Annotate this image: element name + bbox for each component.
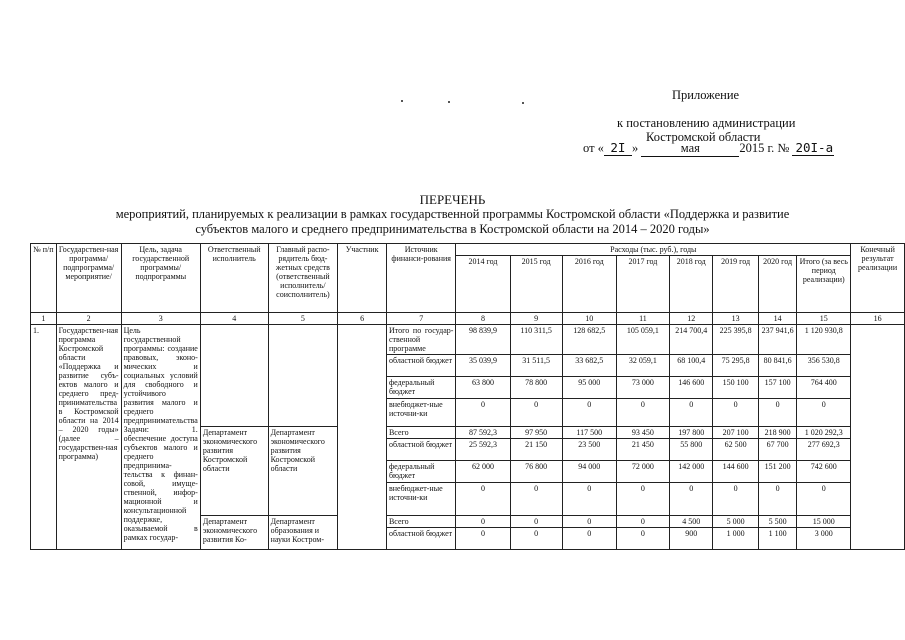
row-number: 1.	[31, 325, 57, 550]
funding-source: Итого по государ-ственной программе	[386, 325, 455, 355]
value-2015: 110 311,5	[510, 325, 562, 355]
value-2017: 0	[616, 399, 669, 427]
value-2015: 0	[510, 399, 562, 427]
decree-day: 2I	[604, 140, 632, 156]
funding-source: областной бюджет	[386, 439, 455, 461]
col-number: 15	[797, 313, 851, 325]
header-year-2016: 2016 год	[562, 256, 616, 313]
header-year-2019: 2019 год	[713, 256, 758, 313]
col-number: 8	[456, 313, 510, 325]
header-expenses: Расходы (тыс. руб.), годы	[456, 244, 851, 256]
value-2017: 0	[616, 483, 669, 516]
measures-table	[30, 243, 905, 550]
value-2020: 218 900	[758, 427, 797, 439]
decree-month: мая	[641, 141, 739, 157]
value-total: 0	[797, 399, 851, 427]
value-2014: 87 592,3	[456, 427, 510, 439]
value-2019: 0	[713, 399, 758, 427]
value-2014: 0	[456, 483, 510, 516]
value-2015: 97 950	[510, 427, 562, 439]
scan-dot	[522, 102, 524, 104]
header-year-2015: 2015 год	[510, 256, 562, 313]
value-2020: 5 500	[758, 516, 797, 528]
value-2016: 94 000	[562, 461, 616, 483]
header-budget-manager: Главный распо-рядитель бюд-жетных средств (ответственный исполнитель/ соисполнитель)	[268, 244, 338, 313]
col-number: 10	[562, 313, 616, 325]
value-2017: 72 000	[616, 461, 669, 483]
header-program: Государствен-ная программа/ подпрограмма/ мероприятие/	[56, 244, 121, 313]
value-2018: 142 000	[670, 461, 713, 483]
value-2014: 35 039,9	[456, 355, 510, 377]
value-2018: 4 500	[670, 516, 713, 528]
value-2019: 225 395,8	[713, 325, 758, 355]
col-number: 9	[510, 313, 562, 325]
value-2014: 63 800	[456, 377, 510, 399]
scan-dot	[401, 100, 403, 102]
value-2019: 1 000	[713, 528, 758, 550]
value-2015: 76 800	[510, 461, 562, 483]
header-final-result: Конечный результат реализации	[851, 244, 905, 313]
value-2019: 5 000	[713, 516, 758, 528]
col-number: 12	[670, 313, 713, 325]
value-2014: 0	[456, 516, 510, 528]
column-number-row	[31, 313, 905, 325]
funding-source: Всего	[386, 516, 455, 528]
value-2016: 0	[562, 528, 616, 550]
appendix-line1: к постановлению администрации	[617, 116, 796, 130]
value-2014: 25 592,3	[456, 439, 510, 461]
value-2018: 197 800	[670, 427, 713, 439]
value-2017: 73 000	[616, 377, 669, 399]
col-number: 4	[200, 313, 268, 325]
value-total: 277 692,3	[797, 439, 851, 461]
value-2019: 0	[713, 483, 758, 516]
value-2016: 23 500	[562, 439, 616, 461]
manager-cell: Департамент образования и науки Костром-	[268, 516, 338, 550]
header-total: Итого (за весь период реализации)	[797, 256, 851, 313]
header-goal: Цель, задача государственной программы/ подпрограммы	[121, 244, 200, 313]
value-total: 3 000	[797, 528, 851, 550]
value-2015: 78 800	[510, 377, 562, 399]
value-2018: 0	[670, 483, 713, 516]
executor-cell	[200, 325, 268, 427]
value-2020: 237 941,6	[758, 325, 797, 355]
from-prefix: от «	[583, 141, 604, 155]
value-2016: 117 500	[562, 427, 616, 439]
value-2016: 0	[562, 399, 616, 427]
value-2016: 0	[562, 483, 616, 516]
document-subtitle-line2: субъектов малого и среднего предпринимательства в Костромской области на 2014 – 2020 годы»	[195, 222, 710, 236]
value-2020: 0	[758, 399, 797, 427]
value-2015: 21 150	[510, 439, 562, 461]
value-2020: 80 841,6	[758, 355, 797, 377]
funding-source: внебюджет-ные источни-ки	[386, 483, 455, 516]
goal-description: Цель государственной программы: создание правовых, эконо-мических и социальных условий для свободного и устойчивого развития малого и среднего предпринимательства Задачи: 1. обеспечение доступа субъектов малого и среднего предпринима-тельства к финан-совой, имуще-ственной, инфор-мационной и консультационной поддержке, оказываемой в рамках государ-	[121, 325, 200, 550]
funding-source: Всего	[386, 427, 455, 439]
funding-source: областной бюджет	[386, 355, 455, 377]
value-2017: 32 059,1	[616, 355, 669, 377]
value-total: 764 400	[797, 377, 851, 399]
value-2020: 0	[758, 483, 797, 516]
quote-close: »	[631, 141, 639, 155]
value-2016: 0	[562, 516, 616, 528]
col-number: 1	[31, 313, 57, 325]
decree-year: 2015 г. №	[739, 141, 790, 155]
col-number: 6	[338, 313, 387, 325]
value-2014: 62 000	[456, 461, 510, 483]
scan-dot	[448, 101, 450, 103]
funding-source: внебюджет-ные источни-ки	[386, 399, 455, 427]
header-funding-source: Источник финанси-рования	[386, 244, 455, 313]
value-2015: 0	[510, 528, 562, 550]
final-result-cell	[851, 325, 905, 550]
value-2018: 0	[670, 399, 713, 427]
value-total: 356 530,8	[797, 355, 851, 377]
funding-source: федеральный бюджет	[386, 377, 455, 399]
col-number: 7	[386, 313, 455, 325]
value-2019: 75 295,8	[713, 355, 758, 377]
value-2014: 0	[456, 528, 510, 550]
document-subtitle-line1: мероприятий, планируемых к реализации в рамках государственной программы Костромской области «Поддержка и развитие	[115, 207, 790, 221]
value-total: 1 120 930,8	[797, 325, 851, 355]
appendix-line2: Костромской области	[646, 130, 761, 144]
program-description: Государствен-ная программа Костромской области «Поддержка и развитие субъ-ектов малого и среднего пред-принимательства в Костромской области на 2014 – 2020 годы» (далее – государствен-ная программа)	[56, 325, 121, 550]
manager-cell: Департамент экономического развития Костромской области	[268, 427, 338, 516]
value-2017: 105 059,1	[616, 325, 669, 355]
value-2018: 55 800	[670, 439, 713, 461]
value-2016: 128 682,5	[562, 325, 616, 355]
value-2014: 98 839,9	[456, 325, 510, 355]
value-2019: 62 500	[713, 439, 758, 461]
value-2015: 0	[510, 516, 562, 528]
value-2018: 68 100,4	[670, 355, 713, 377]
value-2018: 214 700,4	[670, 325, 713, 355]
col-number: 11	[616, 313, 669, 325]
document-title: ПЕРЕЧЕНЬ	[419, 192, 486, 207]
value-2017: 0	[616, 516, 669, 528]
value-2017: 21 450	[616, 439, 669, 461]
header-year-2020: 2020 год	[758, 256, 797, 313]
manager-cell	[268, 325, 338, 427]
value-2016: 33 682,5	[562, 355, 616, 377]
col-number: 2	[56, 313, 121, 325]
value-2018: 900	[670, 528, 713, 550]
value-2015: 31 511,5	[510, 355, 562, 377]
value-2019: 207 100	[713, 427, 758, 439]
value-2017: 0	[616, 528, 669, 550]
executor-cell: Департамент экономического развития Костромской области	[200, 427, 268, 516]
value-total: 0	[797, 483, 851, 516]
decree-date-line	[583, 140, 834, 157]
value-total: 742 600	[797, 461, 851, 483]
value-2014: 0	[456, 399, 510, 427]
value-total: 15 000	[797, 516, 851, 528]
col-number: 13	[713, 313, 758, 325]
appendix-title: Приложение	[672, 88, 740, 102]
value-2015: 0	[510, 483, 562, 516]
col-number: 3	[121, 313, 200, 325]
value-2018: 146 600	[670, 377, 713, 399]
value-2020: 1 100	[758, 528, 797, 550]
value-2016: 95 000	[562, 377, 616, 399]
funding-source: федеральный бюджет	[386, 461, 455, 483]
value-2017: 93 450	[616, 427, 669, 439]
col-number: 14	[758, 313, 797, 325]
value-total: 1 020 292,3	[797, 427, 851, 439]
participant-cell	[338, 325, 387, 550]
col-number: 5	[268, 313, 338, 325]
header-executor: Ответственный исполнитель	[200, 244, 268, 313]
value-2020: 151 200	[758, 461, 797, 483]
header-year-2017: 2017 год	[616, 256, 669, 313]
header-year-2014: 2014 год	[456, 256, 510, 313]
funding-source: областной бюджет	[386, 528, 455, 550]
executor-cell: Департамент экономического развития Ко-	[200, 516, 268, 550]
header-participant: Участник	[338, 244, 387, 313]
header-year-2018: 2018 год	[670, 256, 713, 313]
value-2020: 157 100	[758, 377, 797, 399]
value-2019: 144 600	[713, 461, 758, 483]
value-2019: 150 100	[713, 377, 758, 399]
table-row	[31, 325, 905, 355]
value-2020: 67 700	[758, 439, 797, 461]
col-number: 16	[851, 313, 905, 325]
decree-number: 20I-а	[792, 140, 834, 156]
header-no: № п/п	[31, 244, 57, 313]
